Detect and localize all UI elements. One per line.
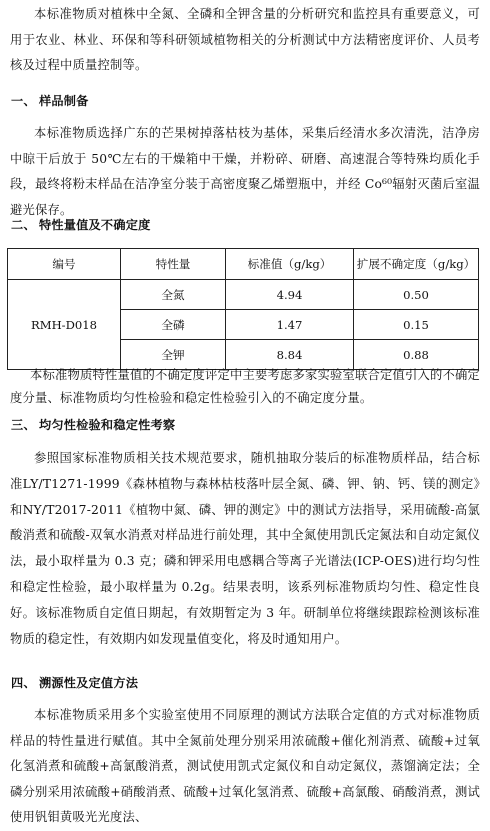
table-header-row [8,249,479,280]
section-3-number: 三、 [11,418,36,432]
header-standard-value: 标准值（g/kg） [226,249,354,280]
property-cell: 全磷 [121,310,226,340]
uncertainty-cell: 0.50 [354,280,479,310]
section-3-heading [11,416,175,433]
section-1-title: 样品制备 [39,94,89,108]
section-1-number: 一、 [11,94,36,108]
section-2-heading [11,216,151,233]
section-3-title: 均匀性检验和稳定性考察 [39,418,176,432]
section-4-title: 溯源性及定值方法 [39,676,139,690]
uncertainty-cell: 0.88 [354,340,479,370]
spec-table [7,248,479,370]
uncertainty-cell: 0.15 [354,310,479,340]
material-code: RMH-D018 [8,280,121,370]
value-cell: 8.84 [226,340,354,370]
section-1-heading [11,92,89,109]
section-4-number: 四、 [11,676,36,690]
value-cell: 4.94 [226,280,354,310]
header-uncertainty: 扩展不确定度（g/kg） [354,249,479,280]
property-cell: 全氮 [121,280,226,310]
section-2-number: 二、 [11,218,36,232]
section-1-paragraph: 本标准物质选择广东的芒果树掉落枯枝为基体，采集后经清水多次清洗，洁净房中晾干后放于 50℃左右的干燥箱中干燥，并粉碎、研磨、高速混合等特殊均质化手段，最终将粉末样品在洁净室分装于高密度聚乙烯塑瓶中，并经 Co⁶⁰辐射灭菌后室温避光保存。 [10,126,480,217]
header-code: 编号 [8,249,121,280]
section-2-paragraph: 本标准物质特性量值的不确定度评定中主要考虑多家实验室联合定值引入的不确定度分量、标准物质均匀性检验和稳定性检验引入的不确定度分量。 [10,368,480,405]
section-3-paragraph: 参照国家标准物质相关技术规范要求，随机抽取分装后的标准物质样品，结合标准LY/T1271-1999《森林植物与森林枯枝落叶层全氮、磷、钾、钠、钙、镁的测定》和NY/T2017-2011《植物中氮、磷、钾的测定》中的测试方法指导，采用硫酸-高氯酸消煮和硫酸-双氧水消煮对样品进行前处理，其中全氮使用凯氏定氮法和自动定氮仪法，最小取样量为 0.3 克；磷和钾采用电感耦合等离子光谱法(ICP-OES)进行均匀性和稳定性检验，最小取样量为 0.2g。结果表明，该系列标准物质均匀性、稳定性良好。该标准物质自定值日期起，有效期暂定为 3 年。研制单位将继续跟踪检测该标准物质的稳定性，有效期内如发现量值变化，将及时通知用户。 [10,451,480,646]
property-cell: 全钾 [121,340,226,370]
table-row [8,280,479,310]
section-2-title: 特性量值及不确定度 [39,218,151,232]
header-property: 特性量 [121,249,226,280]
value-cell: 1.47 [226,310,354,340]
section-4-heading [11,674,138,691]
intro-paragraph: 本标准物质对植株中全氮、全磷和全钾含量的分析研究和监控具有重要意义，可用于农业、林业、环保和等科研领域植物相关的分析测试中方法精密度评价、人员考核及过程中质量控制等。 [10,7,480,72]
section-4-paragraph: 本标准物质采用多个实验室使用不同原理的测试方法联合定值的方式对标准物质样品的特性量进行赋值。其中全氮前处理分别采用浓硫酸+催化剂消煮、硫酸+过氧化氢消煮和硫酸+高氯酸消煮，测试使用凯式定氮仪和自动定氮仪，蒸馏滴定法；全磷分别采用浓硫酸+硝酸消煮、硫酸+过氧化氢消煮、硫酸+高氯酸、硝酸消煮，测试使用钒钼黄吸光光度法、 [10,708,480,824]
